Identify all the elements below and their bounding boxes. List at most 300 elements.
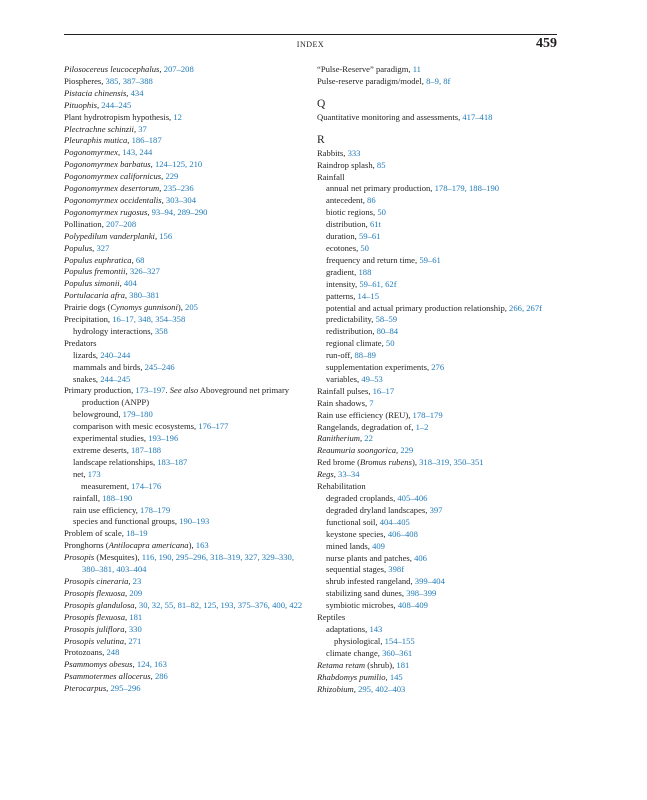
index-column-right [317,64,559,695]
page-reference-link[interactable]: 12 [173,111,182,122]
index-entry: experimental studies, 193–196 [73,433,179,444]
index-term: Raindrop splash [317,159,373,170]
page-reference-link[interactable]: 183–187 [157,456,188,467]
index-term: Polypedilum vanderplanki [64,230,155,241]
page-reference-link[interactable]: 37 [138,123,147,134]
page-reference-link[interactable]: 22 [364,433,373,444]
page-reference-link[interactable]: 176–177 [198,421,229,432]
index-entry: symbiotic microbes, 408–409 [326,600,428,611]
index-entry: species and functional groups, 190–193 [73,516,210,527]
index-entry: net, 173 [73,468,101,479]
page-reference-link[interactable]: 207–208 [106,218,137,229]
page-reference-link[interactable]: 409 [372,540,385,551]
index-term: Pituophis [64,99,97,110]
index-entry: Populus, 327 [64,242,110,253]
page-reference-link[interactable]: 50 [385,338,395,349]
index-term: Rainfall [317,171,345,182]
index-term: Pistacia chinensis [64,87,127,98]
index-entry: Pogonomyrmex, 143, 244 [64,147,153,158]
index-entry: shrub infested rangeland, 399–404 [326,576,445,587]
index-entry: Prosopis flexuosa, 209 [64,587,143,598]
page-reference-link[interactable]: 68 [135,254,145,265]
index-term: Pterocarpus [64,683,107,694]
page-reference-link[interactable]: 360–361 [382,647,413,658]
index-entry: biotic regions, 50 [326,207,386,218]
index-term: Pogonomyrmex [64,147,118,158]
page-reference-link[interactable]: 244–245 [100,373,131,384]
page-reference-link[interactable]: 399–404 [414,576,445,587]
page-reference-link[interactable]: 266, 267f [509,302,542,313]
index-entry: potential and actual primary production relationship, 266, 267f [326,302,542,313]
page-reference-link[interactable]: 245–246 [144,361,175,372]
index-term: Regs [317,469,334,480]
page-reference-link[interactable]: 186–187 [131,135,162,146]
index-term: Prosopis flexuosa [64,587,126,598]
page-reference-link[interactable]: 397 [429,504,443,515]
index-entry: stabilizing sand dunes, 398–399 [326,588,437,599]
index-term: Psammotermes allocerus [64,671,151,682]
page-reference-link[interactable]: 209 [129,587,143,598]
index-term: Prosopis cineraria [64,575,129,586]
index-term: Psammomys obesus [64,659,133,670]
index-entry: Pogonomyrmex barbatus, 124–125, 210 [64,159,203,170]
index-term: mined lands [326,540,368,551]
index-term: potential and actual primary production relationship [326,302,505,313]
index-entry: physiological, 154–155 [334,635,415,646]
index-entry: intensity, 59–61, 62f [326,278,397,289]
page-reference-link[interactable]: 286 [154,671,168,682]
index-entry: gradient, 188 [326,266,372,277]
page-reference-link[interactable]: 116, 190, 295–296, 318–319, 327, 329–330, 380–381, 403–404 [82,552,294,575]
index-term: Plectrachne schinzii [64,123,134,134]
page-reference-link[interactable]: 156 [159,230,173,241]
index-term: measurement [81,480,127,491]
section-letter: R [317,133,325,146]
index-entry: Prosopis juliflora, 330 [64,623,142,634]
page-reference-link[interactable]: 404–405 [379,516,410,527]
index-term: shrub infested rangeland [326,576,411,587]
index-entry: Pulse-reserve paradigm/model, 8–9, 8f [317,75,451,86]
index-term: Populus fremontii [64,266,126,277]
page-reference-link[interactable]: 248 [106,647,120,658]
index-entry: redistribution, 80–84 [326,326,399,337]
index-entry: predictability, 58–59 [326,314,398,325]
page-number: 459 [536,36,557,51]
index-term: Pogonomyrmex occidentalis [64,194,162,205]
index-term: adaptations [326,623,366,634]
running-head [64,37,557,55]
index-term: Primary production [64,385,132,396]
page-reference-link[interactable]: 59–61 [358,231,381,242]
index-term: Rhizobium [317,683,354,694]
page-reference-link[interactable]: 405–406 [397,493,428,503]
page-reference-link[interactable]: 276 [431,362,445,373]
index-entry: adaptations, 143 [326,623,383,634]
index-term: species and functional groups [73,516,175,527]
index-entry: nurse plants and patches, 406 [326,552,427,563]
index-term: degraded dryland landscapes [326,504,426,515]
page-reference-link[interactable]: 58–59 [375,314,398,325]
index-entry: variables, 49–53 [326,373,383,384]
index-term-italic: Antilocapra americana [108,540,189,551]
page-reference-link[interactable]: 330 [128,623,142,634]
index-term: Pogonomyrmex rugosus [64,206,148,217]
page-reference-link[interactable]: 16–17, 348, 354–358 [112,314,186,325]
index-entry: hydrology interactions, 358 [73,325,168,336]
index-term: predictability [326,314,372,325]
index-entry: Reaumuria soongorica, 229 [317,445,414,456]
index-entry: Pleuraphis mutica, 186–187 [64,135,162,146]
index-entry: Populus euphratica, 68 [64,254,145,265]
index-entry: Pilosocereus leucocephalus, 207–208 [64,64,194,74]
index-term-qualifier: (shrub) [365,659,393,670]
page-reference-link[interactable]: 406–408 [387,528,418,539]
index-term: “Pulse-Reserve” paradigm [317,64,409,74]
page-reference-link[interactable]: 229 [400,445,414,456]
index-term: nurse plants and patches [326,552,410,563]
page-reference-link[interactable]: 244–245 [101,99,132,110]
page-reference-link[interactable]: 174–176 [131,480,162,491]
index-term: distribution [326,219,366,230]
index-term: landscape relationships [73,456,153,467]
page-reference-link[interactable]: 240–244 [100,349,131,360]
page-reference-link[interactable]: 380–381 [129,290,160,301]
page-reference-link[interactable]: 408–409 [397,600,428,611]
header-rule [64,34,557,35]
page-reference-link[interactable]: 190–193 [179,516,210,527]
page-reference-link[interactable]: 181 [129,611,143,622]
index-entry: regional climate, 50 [326,338,395,349]
page-reference-link[interactable]: 179–180 [122,409,153,420]
page-reference-link[interactable]: 434 [130,87,144,98]
index-term: Prosopis velutina [64,635,125,646]
page-reference-link[interactable]: 295–296 [110,683,141,694]
index-entry: Prosopis glandulosa, 30, 32, 55, 81–82, 125, 193, 375–376, 400, 422 [64,599,303,610]
index-term: Retama retam [317,659,366,670]
page-reference-link[interactable]: 30, 32, 55, 81–82, 125, 193, 375–376, 400, 422 [138,599,303,610]
index-term: Prosopis flexuosa [64,611,126,622]
index-term: snakes [73,373,96,384]
index-entry: Retama retam (shrub), 181 [317,659,410,670]
index-entry: Rhizobium, 295, 402–403 [317,683,406,694]
index-entry: Protozoans, 248 [64,647,120,658]
page-reference-link[interactable]: 163 [195,540,209,551]
index-entry: Rainfall pulses, 16–17 [317,385,395,396]
page-reference-link[interactable]: 173–197 [135,385,166,396]
page-reference-link[interactable]: 59–61, 62f [359,278,397,289]
index-term: antecedent [326,195,363,206]
index-term: Populus euphratica [64,254,132,265]
index-entry: supplementation experiments, 276 [326,362,445,373]
index-entry: Pterocarpus, 295–296 [64,683,141,694]
page-reference-link[interactable]: 14–15 [357,290,379,301]
page-reference-link[interactable]: 80–84 [376,326,399,337]
page-reference-link[interactable]: 16–17 [372,385,395,396]
index-term: supplementation experiments [326,362,427,373]
index-entry: Rabbits, 333 [317,147,361,158]
index-entry: snakes, 244–245 [73,373,131,384]
page-reference-link[interactable]: 178–179 [140,504,171,515]
index-entry: ecotones, 50 [326,242,369,253]
page-reference-link[interactable]: 181 [396,659,410,670]
index-term-italic: Bromus rubens [359,457,412,468]
index-entry: Pistacia chinensis, 434 [64,87,144,98]
index-term: frequency and return time [326,254,416,265]
page-reference-link[interactable]: 50 [360,242,369,253]
page-reference-link[interactable]: 86 [367,195,376,206]
page-reference-link[interactable]: 50 [377,207,386,218]
index-entry [317,172,559,184]
index-term: physiological [334,635,381,646]
page-reference-link[interactable]: 61t [369,219,381,230]
page-reference-link[interactable]: 333 [347,147,361,158]
page-reference-link[interactable]: 124, 163 [136,659,167,670]
page-reference-link[interactable]: 178–179 [412,409,443,420]
page-reference-link[interactable]: 205 [185,302,198,313]
section-letter: Q [317,97,326,110]
index-term: Populus [64,242,93,253]
index-entry: extreme deserts, 187–188 [73,445,162,455]
index-entry: degraded dryland landscapes, 397 [326,504,443,515]
index-entry: Regs, 33–34 [317,469,360,480]
index-entry: Pogonomyrmex rugosus, 93–94, 289–290 [64,206,208,217]
index-entry: Piospheres, 385, 387–388 [64,75,153,86]
page-reference-link[interactable]: 295, 402–403 [358,683,406,694]
index-term: Quantitative monitoring and assessments [317,111,459,122]
index-term: keystone species [326,528,384,539]
index-term: Pogonomyrmex californicus [64,171,162,182]
index-entry: Ranitherium, 22 [317,433,373,444]
index-term: run-off [326,350,351,361]
index-entry: Polypedilum vanderplanki, 156 [64,230,173,241]
index-entry: Plant hydrotropism hypothesis, 12 [64,111,182,122]
index-term: Precipitation [64,314,108,325]
index-term: duration [326,231,355,242]
index-entry: annual net primary production, 178–179, 188–190 [326,183,500,194]
page-reference-link[interactable]: 145 [389,671,403,682]
index-entry [64,338,304,350]
index-term: hydrology interactions [73,325,151,336]
index-entry: Pituophis, 244–245 [64,99,132,110]
see-also-target: Aboveground net primary production (ANPP) [82,385,290,408]
index-term: Pogonomyrmex barbatus [64,159,151,170]
page-reference-link[interactable]: 8–9, 8f [426,75,451,86]
index-entry: functional soil, 404–405 [326,516,410,527]
index-term: Rain shadows [317,397,365,408]
index-term: intensity [326,278,356,289]
index-term: Pogonomyrmex desertorum [64,183,160,194]
index-term: Prosopis [64,552,95,563]
index-term: Predators [64,337,97,348]
index-entry: Problem of scale, 18–19 [64,528,148,539]
page-reference-link[interactable]: 59–61 [419,254,441,265]
index-term: functional soil [326,516,376,527]
page-reference-link[interactable]: 358 [154,325,168,336]
index-term: Prosopis glandulosa [64,599,135,610]
page-reference-link[interactable]: 11 [412,64,421,74]
page-reference-link[interactable]: 93–94, 289–290 [151,206,208,217]
page-reference-link[interactable]: 173 [87,468,101,479]
index-entry: Quantitative monitoring and assessments, 417–418 [317,111,493,122]
index-entry: frequency and return time, 59–61 [326,254,441,265]
index-term: Protozoans [64,647,103,658]
index-term: Prosopis juliflora [64,623,125,634]
index-term: degraded croplands [326,493,394,503]
index-term: lizards [73,349,96,360]
index-term: rainfall [73,492,98,503]
page-reference-link[interactable]: 193–196 [148,433,179,444]
index-term: Rainfall pulses [317,385,369,396]
index-entry: Portulacaria afra, 380–381 [64,290,160,301]
index-entry: Pogonomyrmex occidentalis, 303–304 [64,194,196,205]
index-term-suffix: ) [177,302,181,313]
index-term: comparison with mesic ecosystems [73,421,195,432]
index-entry: mammals and birds, 245–246 [73,361,175,372]
index-entry: Prosopis velutina, 271 [64,635,142,646]
page-reference-link[interactable]: 178–179, 188–190 [434,183,500,194]
page-reference-link[interactable]: 406 [414,552,427,563]
index-term-italic: Cynomys gunnisoni [110,302,178,313]
page-reference-link[interactable]: 404 [123,278,137,289]
index-term: climate change [326,647,378,658]
index-entry: landscape relationships, 183–187 [73,456,188,467]
index-entry: patterns, 14–15 [326,290,379,301]
index-term: belowground [73,409,119,420]
index-term: annual net primary production [326,183,431,194]
index-entry: duration, 59–61 [326,231,381,242]
index-term: Ranitherium [317,433,360,444]
index-term: Rain use efficiency (REU) [317,409,409,420]
index-entry: Populus simonii, 404 [64,278,137,289]
index-term-suffix: ) [188,540,192,551]
index-term: rain use efficiency [73,504,136,515]
index-entry: degraded croplands, 405–406 [326,493,428,503]
index-term: Reaumuria soongorica [317,445,397,456]
index-term-qualifier: (Mesquites) [94,552,138,563]
index-entry: Prosopis (Mesquites), 116, 190, 295–296, 318–319, 327, 329–330, 380–381, 403–404 [64,552,294,575]
index-term: Pilosocereus leucocephalus [64,64,160,74]
page-reference-link[interactable]: 33–34 [338,469,360,480]
index-term: Red brome ( [317,457,360,468]
page-reference-link[interactable]: 7 [369,397,374,408]
index-entry: Rhabdomys pumilio, 145 [317,671,403,682]
index-entry: Populus fremontii, 326–327 [64,266,160,277]
index-term: Pollination [64,218,102,229]
page-reference-link[interactable]: 1–2 [415,421,429,432]
index-term: redistribution [326,326,373,337]
index-term: gradient [326,266,355,277]
index-entry: belowground, 179–180 [73,409,153,420]
page-reference-link[interactable]: 85 [376,159,386,170]
index-term: variables [326,373,358,384]
index-entry: distribution, 61t [326,219,381,230]
index-term: stabilizing sand dunes [326,588,402,599]
index-entry: run-off, 88–89 [326,350,376,361]
index-term: biotic regions [326,207,374,218]
page-reference-link[interactable]: 143, 244 [122,147,153,158]
index-term: experimental studies [73,433,144,444]
page-reference-link[interactable]: 303–304 [165,194,196,205]
index-term: Pronghorns ( [64,540,109,551]
page-reference-link[interactable]: 188 [358,266,372,277]
index-entry: climate change, 360–361 [326,647,413,658]
index-term: symbiotic microbes [326,600,394,611]
page-reference-link[interactable]: 88–89 [354,350,376,361]
page-reference-link[interactable]: 188–190 [102,492,133,503]
index-term: Portulacaria afra [64,290,125,301]
index-term: Reptiles [317,612,346,623]
page-reference-link[interactable]: 417–418 [462,111,493,122]
index-term: Piospheres [64,75,102,86]
index-term: net [73,468,84,479]
index-term: Prairie dogs ( [64,302,111,313]
page-reference-link[interactable]: 326–327 [129,266,160,277]
index-entry: Plectrachne schinzii, 37 [64,123,147,134]
index-entry: Prosopis cineraria, 23 [64,575,142,586]
index-entry: rain use efficiency, 178–179 [73,504,171,515]
index-entry: Pronghorns (Antilocapra americana), 163 [64,540,209,551]
index-term: Rangelands, degradation of [317,421,412,432]
page-reference-link[interactable]: 23 [132,575,142,586]
page-reference-link[interactable]: 18–19 [126,528,148,539]
page-reference-link[interactable]: 187–188 [130,445,162,455]
see-also-label: See also [169,385,199,396]
index-term: sequential stages [326,564,384,575]
index-entry: Rangelands, degradation of, 1–2 [317,421,429,432]
index-entry: Rain shadows, 7 [317,397,374,408]
page-reference-link[interactable]: 49–53 [361,373,383,384]
page-reference-link[interactable]: 398f [388,564,405,575]
running-title: INDEX [296,40,325,49]
index-entry: “Pulse-Reserve” paradigm, 11 [317,64,421,74]
index-term: regional climate [326,338,382,349]
page-reference-link[interactable]: 327 [96,242,110,253]
page-reference-link[interactable]: 385, 387–388 [105,75,153,86]
index-entry: Red brome (Bromus rubens), 318–319, 350–351 [317,457,484,468]
page-reference-link[interactable]: 229 [165,171,179,182]
index-term-suffix: ) [411,457,415,468]
page-reference-link[interactable]: 235–236 [163,183,194,194]
index-entry: antecedent, 86 [326,195,376,206]
index-entry: Psammomys obesus, 124, 163 [64,659,167,670]
index-term: Rehabilitation [317,481,366,492]
index-entry: Rain use efficiency (REU), 178–179 [317,409,443,420]
index-entry: Raindrop splash, 85 [317,159,386,170]
page-reference-link[interactable]: 271 [128,635,142,646]
index-term: Populus simonii [64,278,120,289]
page-reference-link[interactable]: 398–399 [406,588,437,599]
index-term: Plant hydrotropism hypothesis [64,111,170,122]
page-reference-link[interactable]: 143 [369,623,383,634]
index-entry: comparison with mesic ecosystems, 176–177 [73,421,229,432]
index-entry: sequential stages, 398f [326,564,405,575]
index-entry [317,481,559,493]
page-reference-link[interactable]: 318–319, 350–351 [419,457,484,468]
index-term: Rabbits [317,147,344,158]
index-entry: Prairie dogs (Cynomys gunnisoni), 205 [64,302,198,313]
index-entry: Prosopis flexuosa, 181 [64,611,143,622]
index-entry: mined lands, 409 [326,540,385,551]
index-term: Problem of scale [64,528,122,539]
index-term: Pulse-reserve paradigm/model [317,75,422,86]
index-column-left [64,64,304,695]
index-term: patterns [326,290,354,301]
page-reference-link[interactable]: 124–125, 210 [154,159,203,170]
index-entry: Pollination, 207–208 [64,218,137,229]
page-reference-link[interactable]: 154–155 [384,635,415,646]
index-term: ecotones [326,242,357,253]
page-reference-link[interactable]: 207–208 [163,64,194,74]
